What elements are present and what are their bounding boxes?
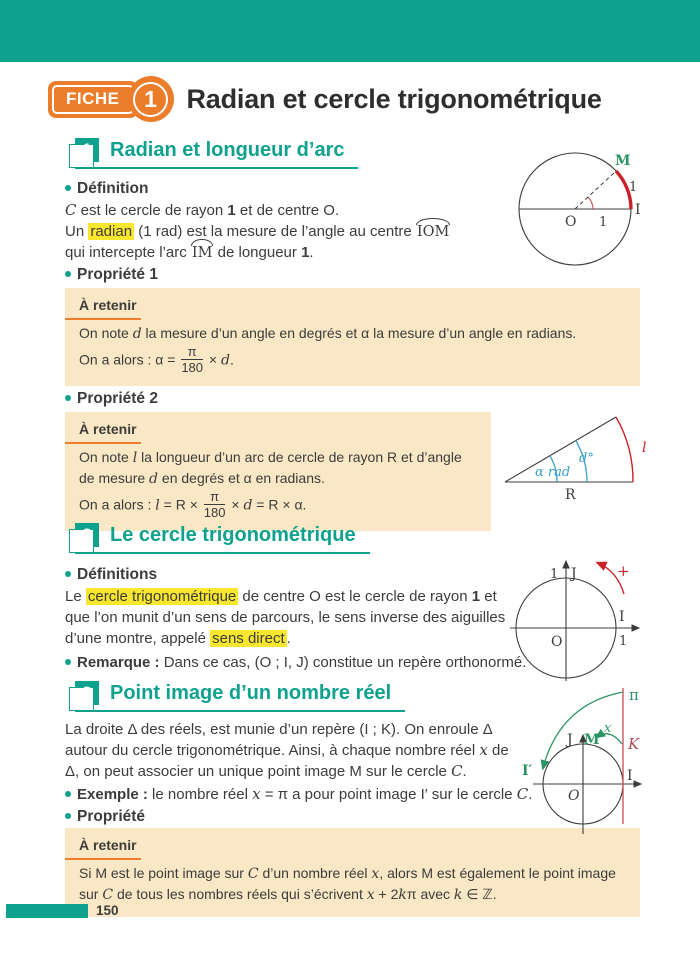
run: . [286, 630, 291, 647]
run: k [453, 886, 463, 903]
label-R: R [565, 487, 576, 502]
label-J: J [567, 732, 573, 748]
run: (1 rad) est la mesure de l’angle au centre [134, 223, 416, 240]
fraction-pi-180 [181, 345, 203, 375]
run: de longueur [213, 244, 302, 262]
a-retenir-box-1 [65, 288, 640, 386]
label-l: l [642, 440, 647, 456]
page-title: Radian et cercle trigonométrique [186, 83, 602, 114]
label-K: K [628, 735, 640, 753]
fiche-number: 1 [133, 82, 168, 117]
page-footer [6, 903, 119, 918]
label-M: M [584, 732, 600, 748]
label-1-right: 1 [619, 634, 628, 649]
highlight-radian: radian [90, 223, 133, 240]
run: ∈ ℤ. [462, 885, 497, 902]
run: est le cercle de rayon [76, 202, 228, 219]
label-I: I [635, 202, 641, 218]
fiche-badge-rect [48, 81, 138, 118]
section-2-title: Le cercle trigonométrique [110, 523, 356, 546]
run: d’un nombre réel [258, 864, 372, 881]
point-image-paragraph [65, 719, 527, 782]
angle-iom: IOM [416, 222, 450, 242]
label-I: I [627, 768, 633, 784]
run: de tous les nombres réels qui s’écrivent [113, 885, 367, 902]
radius-om-dashed [575, 171, 616, 209]
run: + 2 [374, 885, 399, 902]
run: = R × α. [252, 496, 307, 513]
bullet-icon [65, 813, 71, 819]
run: La droite Δ des réels, est munie d’un repère (I ; K). On enroule Δ autour du cercle trigonométrique. Ainsi, à chaque nombre réel [65, 721, 492, 759]
run: . [309, 244, 314, 262]
fraction-numerator: π [181, 345, 203, 361]
label-1-top: 1 [550, 567, 559, 582]
page-number: 150 [96, 903, 119, 918]
definitions-paragraph [65, 586, 513, 649]
propriete-heading [65, 808, 145, 826]
section-3-number: 3 [75, 681, 99, 705]
run: 1 [471, 588, 481, 605]
section-1-title: Radian et longueur d’arc [110, 138, 345, 161]
label-plus: + [617, 562, 630, 580]
exemple-line [65, 784, 545, 805]
heading-text: Propriété 1 [77, 266, 158, 283]
a-retenir-box-2 [65, 412, 491, 531]
a-retenir-box-3 [65, 828, 640, 917]
run: . [528, 786, 533, 803]
run: Le [65, 588, 86, 605]
bullet-icon [65, 395, 71, 401]
run: x [366, 886, 375, 903]
page-header [48, 76, 602, 122]
run: l [132, 449, 138, 466]
script-c: C [451, 762, 463, 780]
heading-text: Définition [77, 180, 149, 197]
remarque-label: Remarque : [77, 654, 160, 671]
remarque-line [65, 652, 535, 673]
label-M: M [615, 153, 631, 169]
run: en degrés et α en radians. [158, 469, 325, 486]
arc-im: IM [191, 243, 214, 263]
diagram-point-image [518, 682, 673, 840]
run: x [479, 741, 488, 759]
label-O: O [551, 634, 563, 650]
angle-arc [588, 197, 593, 209]
run: et que l’on munit d’un sens de parcours, le sens inverse des aiguilles d’une montre, appelé [65, 588, 506, 647]
run: d [132, 325, 142, 342]
run: = R × [159, 496, 202, 513]
run: , alors M est également le point image sur [79, 864, 616, 902]
script-c: C [516, 785, 529, 803]
fraction-pi-180 [204, 490, 226, 520]
run: Dans ce cas, (O ; I, J) constitue un repère orthonormé. [159, 654, 527, 671]
run: × [227, 496, 244, 513]
definition-paragraph-1 [65, 200, 510, 221]
propriete-1-heading [65, 266, 158, 284]
bullet-icon [65, 271, 71, 277]
arc-l-red [616, 417, 633, 482]
diagram-radian-circle [503, 143, 658, 271]
section-2-header [75, 523, 370, 554]
run: la longueur d’un arc de cercle de rayon R et d’angle de mesure [79, 448, 462, 486]
run: et de centre O. [235, 202, 340, 219]
label-arc-1: 1 [629, 180, 638, 195]
run: On note [79, 324, 133, 341]
run: de Δ, on peut associer un unique point image M sur le cercle [65, 742, 509, 780]
section-1-header [75, 138, 358, 169]
run: 1 [301, 244, 310, 262]
label-O: O [568, 788, 580, 804]
label-pi: π [629, 686, 639, 704]
run: π avec [406, 885, 454, 902]
script-c: C [247, 865, 259, 882]
fiche-label: FICHE [52, 85, 134, 114]
script-c: C [102, 886, 114, 903]
section-1-number: 1 [75, 138, 99, 162]
fraction-denominator: 180 [181, 360, 204, 376]
run: Si M est le point image sur [79, 864, 248, 881]
fiche-badge-circle [128, 76, 174, 122]
run: x [252, 785, 261, 803]
highlight-cercle-trigonometrique: cercle trigonométrique [87, 588, 237, 605]
run: qui intercepte l’arc [65, 244, 191, 262]
highlight-sens-direct: sens direct [212, 630, 285, 647]
a-retenir-title: À retenir [65, 836, 141, 860]
label-I-prime: I′ [522, 763, 533, 779]
run: On a alors : α = [79, 351, 180, 368]
run: × [205, 351, 221, 368]
run: = π a pour point image I′ sur le cercle [260, 786, 517, 803]
run: la mesure d’un angle en degrés et α la mesure d’un angle en radians. [141, 324, 577, 341]
fiche-badge [48, 76, 174, 122]
run: Un [65, 223, 89, 240]
definitions-heading [65, 566, 157, 584]
a-retenir-title: À retenir [65, 420, 141, 444]
run: d [149, 470, 159, 487]
section-3-title: Point image d’un nombre réel [110, 681, 392, 704]
fraction-numerator: π [204, 490, 226, 506]
run: 1 [227, 202, 236, 219]
run: x [371, 865, 380, 882]
heading-text: Définitions [77, 566, 158, 583]
script-c: C [65, 201, 77, 219]
label-alpha-rad: α rad [535, 465, 571, 480]
run: d [243, 497, 253, 514]
heading-text: Propriété 2 [77, 390, 158, 407]
label-O: O [565, 214, 577, 230]
label-x: x [604, 721, 612, 736]
run: d [220, 352, 230, 369]
bullet-icon [65, 659, 71, 665]
definition-paragraph-2 [65, 221, 510, 264]
bullet-icon [65, 571, 71, 577]
top-band [0, 0, 700, 62]
label-I: I [619, 609, 625, 625]
run: . [229, 351, 234, 368]
page-number-bar [6, 904, 88, 918]
run: On a alors : [79, 496, 156, 513]
exemple-label: Exemple : [77, 786, 148, 803]
diagram-sector [497, 402, 662, 502]
run: l [155, 497, 160, 514]
propriete-2-heading [65, 390, 158, 408]
diagram-trig-circle [498, 548, 663, 683]
a-retenir-title: À retenir [65, 296, 141, 320]
run: . [462, 763, 467, 780]
definition-heading [65, 180, 148, 198]
label-radius-1: 1 [599, 215, 608, 230]
heading-text: Propriété [77, 808, 146, 825]
bullet-icon [65, 791, 71, 797]
section-3-header [75, 681, 405, 712]
run: de centre O est le cercle de rayon [238, 588, 472, 605]
run: k [398, 886, 407, 903]
section-2-number: 2 [75, 523, 99, 547]
fraction-denominator: 180 [203, 505, 226, 521]
bullet-icon [65, 185, 71, 191]
label-d-deg: d° [579, 451, 594, 466]
run: le nombre réel [147, 786, 253, 803]
run: On note [79, 448, 133, 465]
label-J: J [571, 566, 577, 582]
